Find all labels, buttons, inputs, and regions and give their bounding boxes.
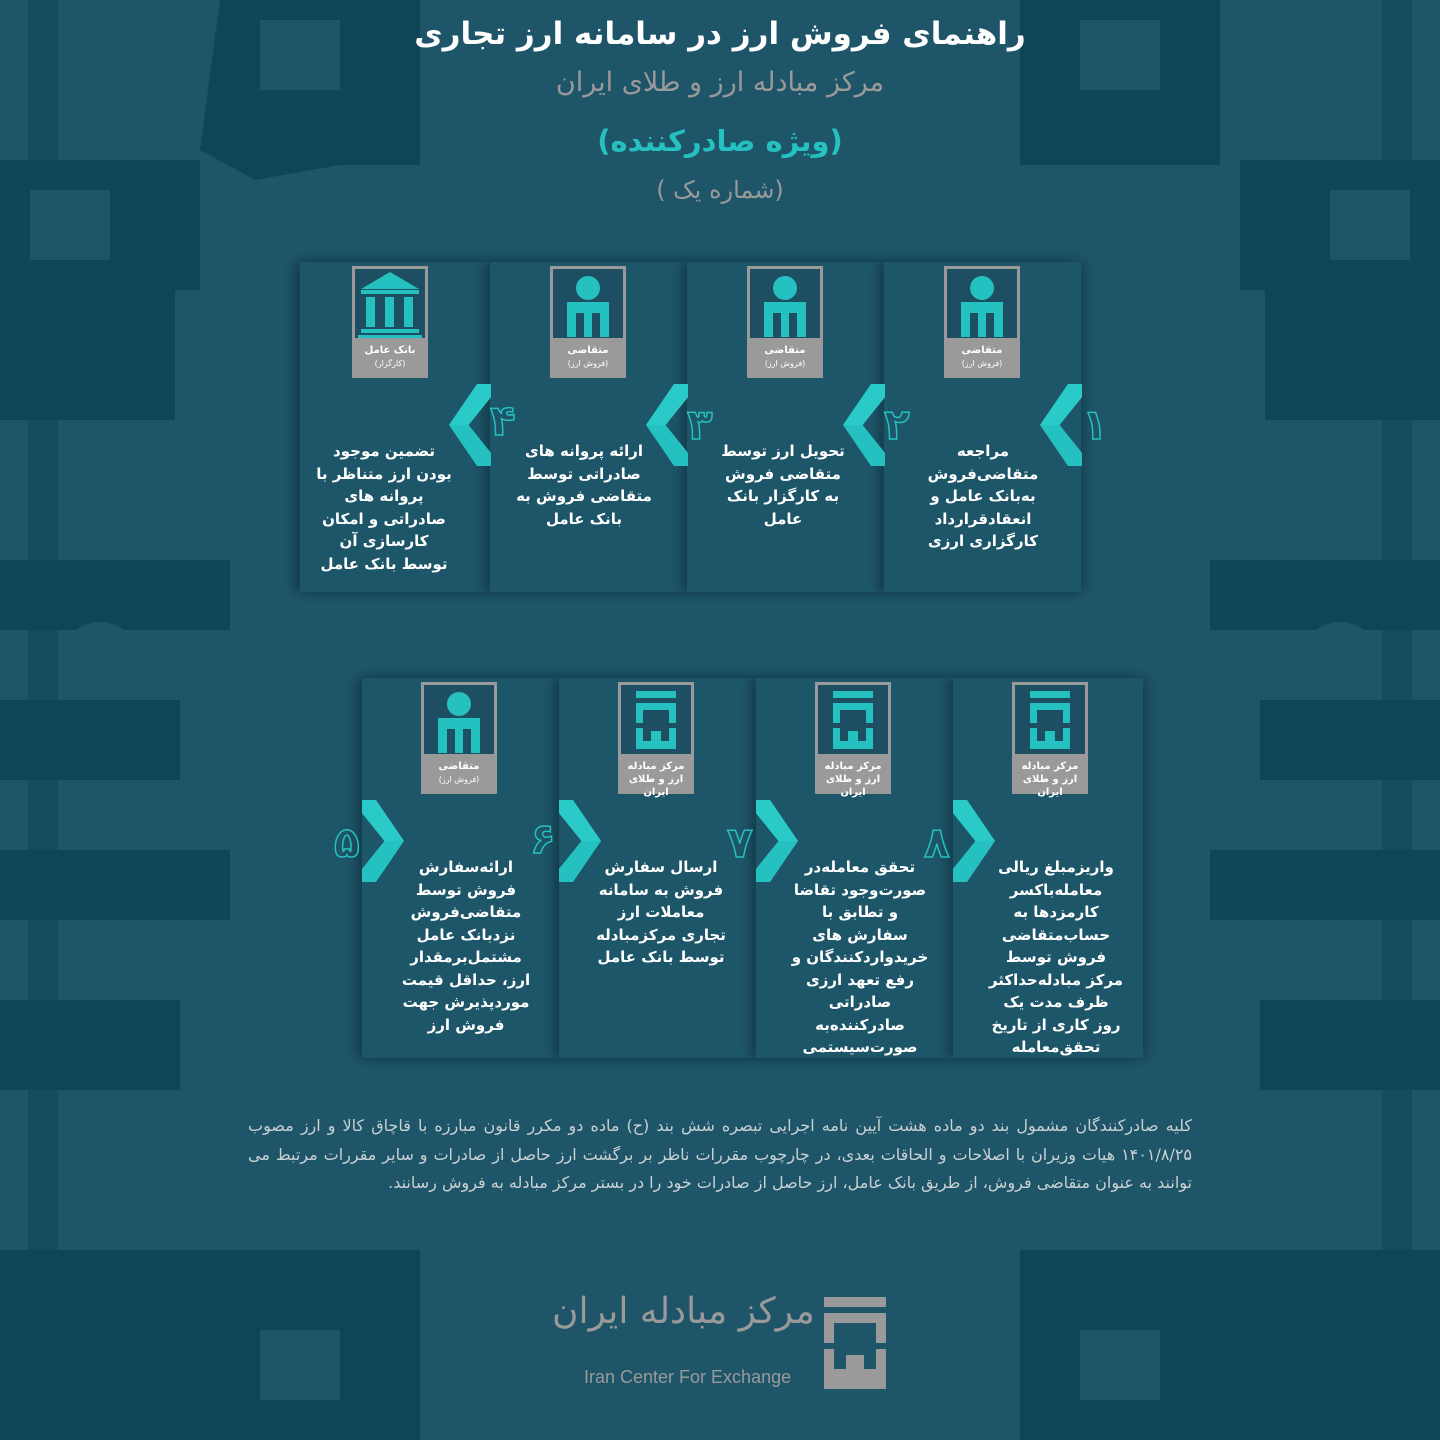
step-5-number: ۵ <box>334 818 360 867</box>
step-3-text: ارائه پروانه های صادراتی توسط متقاضی فروش به بانک عامل <box>516 442 652 528</box>
step-6-number: ۶ <box>530 814 556 863</box>
page-subtitle: مرکز مبادله ارز و طلای ایران <box>555 67 885 98</box>
bank-icon <box>355 269 425 339</box>
exchange-center-logo-icon <box>824 1297 886 1389</box>
step-8-text: واریزمبلغ ریالی معامله‌باکسر کارمزدها به حساب‌متقاضی فروش توسط مرکز مبادله‌حداکثر ظرف مدت یک روز کاری از تاریخ تحقق‌معامله <box>988 858 1124 1056</box>
step-2-actor: متقاضی (فروش ارز) <box>747 338 823 378</box>
step-5-icon-box <box>421 682 497 794</box>
chevron-left-icon <box>646 384 688 466</box>
step-7-text: تحقق معامله‌در صورت‌وجود تقاضا و تطابق با سفارش های خریدواردکنندگان و رفع تعهد ارزی صادراتی صادرکننده‌به صورت‌سیستمی <box>791 858 929 1056</box>
step-5-text: ارائه‌سفارش فروش توسط متقاضی‌فروش نزدبانک عامل مشتمل‌برمقدار ارز، حداقل قیمت موردپذیرش جهت فروش ارز <box>401 858 531 1034</box>
legal-note: کلیه صادرکنندگان مشمول بند دو ماده هشت آیین نامه اجرایی تبصره شش بند (ح) ماده دو مکرر قانون مبارزه با قاچاق کالا و ارز مصوب ۱۴۰۱/۸/۲۵ هیات وزیران با اصلاحات و الحاقات بعدی، در چارچوب مقررات ناظر بر برگشت ارز حاصل از صادرات و سایر مقررات مرتبط می توانند به عنوان متقاضی فروش، از طریق بانک عامل، ارز حاصل از صادرات خود را در بستر مرکز مبادله به فروش رسانند. <box>248 1116 1192 1192</box>
step-1-text: مراجعه متقاضی‌فروش به‌بانک عامل و انعقادقرارداد کارگزاری ارزی <box>927 442 1039 550</box>
step-6-text: ارسال سفارش فروش به سامانه معاملات ارز تجاری مرکزمبادله توسط بانک عامل <box>596 858 726 966</box>
step-8-icon-box <box>1012 682 1088 798</box>
step-3-actor: متقاضی (فروش ارز) <box>550 338 626 378</box>
step-7-number: ۷ <box>727 818 753 867</box>
exchange-center-icon <box>1015 685 1085 755</box>
step-1-actor: متقاضی (فروش ارز) <box>944 338 1020 378</box>
person-icon <box>553 269 623 339</box>
step-2-number: ۲ <box>884 400 910 449</box>
step-4-text: تضمین موجود بودن ارز متناظر با پروانه های صادراتی و امکان کارسازی آن توسط بانک عامل <box>316 442 452 573</box>
step-5-actor: متقاضی (فروش ارز) <box>421 754 497 794</box>
header <box>0 8 1440 210</box>
chevron-left-icon <box>449 384 491 466</box>
page-title: راهنمای فروش ارز در سامانه ارز تجاری <box>414 16 1026 52</box>
step-4-number: ۴ <box>490 396 516 445</box>
person-icon <box>947 269 1017 339</box>
logo-text-persian: مرکز مبادله ایران <box>552 1291 815 1332</box>
person-icon <box>424 685 494 755</box>
exchange-center-icon <box>818 685 888 755</box>
step-3-number: ۳ <box>687 400 713 449</box>
issue-number: (شماره یک ) <box>656 176 784 204</box>
step-8-actor: مرکز مبادله ارز و طلای ایران <box>1012 754 1088 794</box>
step-2-text: تحویل ارز توسط متقاضی فروش به کارگزار بانک عامل <box>721 442 845 528</box>
exchange-center-icon <box>621 685 691 755</box>
step-6-icon-box <box>618 682 694 798</box>
step-1-icon-box <box>944 266 1020 378</box>
step-4-actor: بانک عامل (کارگزار) <box>352 338 428 378</box>
step-2-icon-box <box>747 266 823 378</box>
step-1-number: ۱ <box>1082 400 1108 449</box>
step-3-icon-box <box>550 266 626 378</box>
footer-logo-block <box>540 1285 900 1395</box>
step-7-icon-box <box>815 682 891 798</box>
audience-label: (ویژه صادرکننده) <box>597 124 843 158</box>
step-8-number: ۸ <box>924 818 950 867</box>
step-6-actor: مرکز مبادله ارز و طلای ایران <box>618 754 694 794</box>
person-icon <box>750 269 820 339</box>
step-4-icon-box <box>352 266 428 378</box>
logo-text-english: Iran Center For Exchange <box>584 1367 792 1387</box>
step-7-actor: مرکز مبادله ارز و طلای ایران <box>815 754 891 794</box>
